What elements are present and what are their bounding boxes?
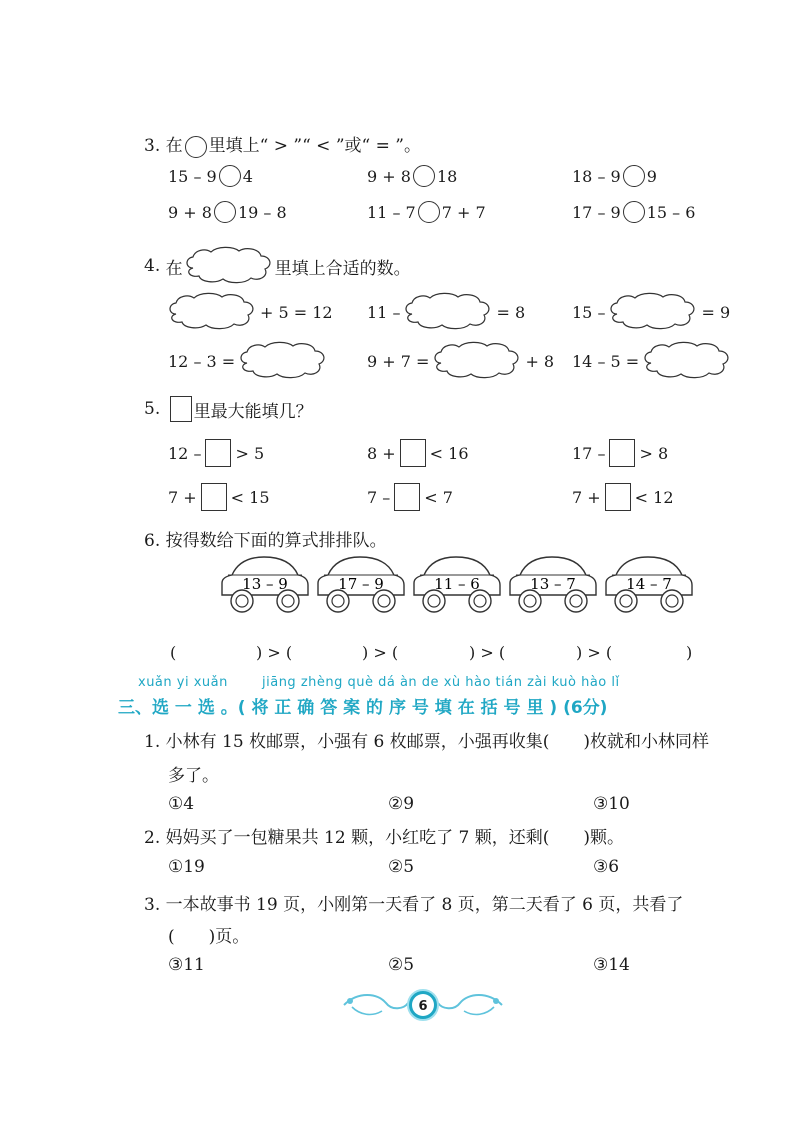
answer-circle[interactable] [219,165,241,187]
answer-box[interactable] [201,483,227,511]
q4-item: 11 – = 8 [367,292,525,332]
order-answer-slot[interactable] [505,643,571,663]
answer-circle[interactable] [214,201,236,223]
car-label: 14 – 7 [626,575,672,593]
answer-box[interactable] [400,439,426,467]
mc-question-cont: 多了。 [168,766,219,786]
mc-question: 1. 小林有 15 枚邮票，小强有 6 枚邮票，小强再收集( )枚就和小林同样 [144,732,709,752]
q4-item: 15 – = 9 [572,292,730,332]
q4-prompt: 4. 在 里填上合适的数。 [144,246,411,286]
car-row [218,555,698,617]
mc-option[interactable]: ①4 [168,794,195,814]
square-box-icon [170,396,192,422]
answer-cloud[interactable] [431,341,523,381]
q5-item: 7 + < 15 [168,483,270,511]
answer-box[interactable] [394,483,420,511]
order-answer-slot[interactable] [398,643,464,663]
order-paren: ) > ( [362,643,399,662]
car-icon [222,557,308,612]
car-icon [414,557,500,612]
car-label: 13 – 9 [242,575,288,593]
q4-item: 9 + 7 = + 8 [367,341,554,381]
q5-item: 17 – > 8 [572,439,668,467]
car-icon [318,557,404,612]
q4-item: 14 – 5 = [572,341,733,381]
answer-cloud[interactable] [166,292,258,332]
answer-cloud[interactable] [402,292,494,332]
mc-question-cont: ( )页。 [168,927,250,947]
mc-option[interactable]: ②9 [388,794,415,814]
mc-option[interactable]: ③6 [593,857,620,877]
mc-option[interactable]: ③10 [593,794,630,814]
answer-circle[interactable] [418,201,440,223]
mc-question: 2. 妈妈买了一包糖果共 12 颗，小红吃了 7 颗，还剩( )颗。 [144,828,624,848]
swirl-ornament-icon [338,983,508,1027]
q3-item: 9 + 8 19 – 8 [168,202,287,222]
car-label: 13 – 7 [530,575,576,593]
page-number-ornament [338,983,508,1027]
order-paren: ) [686,643,693,662]
car-label: 17 – 9 [338,575,384,593]
q6-prompt: 6. 按得数给下面的算式排排队。 [144,531,387,551]
section3-title: 三、选 一 选 。( 将 正 确 答 案 的 序 号 填 在 括 号 里 ) (6分) [118,698,608,718]
q5-item: 7 + < 12 [572,483,674,511]
order-paren: ( [170,643,177,662]
mc-question: 3. 一本故事书 19 页，小刚第一天看了 8 页，第二天看了 6 页，共看了 [144,895,684,915]
answer-circle[interactable] [623,165,645,187]
q5-item: 7 – < 7 [367,483,453,511]
section3-pinyin: xuǎn yi xuǎn [138,675,228,690]
answer-cloud[interactable] [237,341,329,381]
q3-prompt: 3. 在 里填上“ > ”“ < ”或“ = ”。 [144,136,421,156]
order-paren: ) > ( [576,643,613,662]
order-answer-slot[interactable] [184,643,250,663]
answer-cloud[interactable] [607,292,699,332]
q4-number: 4. [144,256,161,276]
answer-cloud[interactable] [641,341,733,381]
answer-box[interactable] [205,439,231,467]
mc-option[interactable]: ②5 [388,955,415,975]
q5-item: 12 – > 5 [168,439,264,467]
q5-number: 5. [144,399,161,419]
q4-item: 12 – 3 = [168,341,329,381]
cloud-icon [183,246,275,286]
q4-item: + 5 = 12 [166,292,333,332]
car-row-graphic [218,555,698,617]
answer-circle[interactable] [623,201,645,223]
q3-item: 11 – 7 7 + 7 [367,202,486,222]
answer-box[interactable] [605,483,631,511]
car-icon [510,557,596,612]
q6-number: 6. [144,531,161,551]
mc-option[interactable]: ③14 [593,955,630,975]
q3-item: 17 – 9 15 – 6 [572,202,696,222]
mc-option[interactable]: ①19 [168,857,205,877]
q5-prompt: 5. 里最大能填几？ [144,396,313,422]
q3-item: 18 – 9 9 [572,166,657,186]
order-answer-slot[interactable] [292,643,358,663]
q3-item: 15 – 9 4 [168,166,253,186]
compare-circle-icon [185,136,207,158]
mc-option[interactable]: ③11 [168,955,205,975]
order-paren: ) > ( [469,643,506,662]
car-icon [606,557,692,612]
q3-item: 9 + 8 18 [367,166,458,186]
car-label: 11 – 6 [434,575,480,593]
answer-circle[interactable] [413,165,435,187]
page-number: 6 [418,999,428,1014]
answer-box[interactable] [609,439,635,467]
section3-pinyin: jiāng zhèng què dá àn de xù hào tián zài kuò hào lǐ [262,675,620,690]
order-paren: ) > ( [256,643,293,662]
q5-item: 8 + < 16 [367,439,469,467]
q3-number: 3. [144,136,161,156]
mc-option[interactable]: ②5 [388,857,415,877]
order-answer-slot[interactable] [612,643,678,663]
